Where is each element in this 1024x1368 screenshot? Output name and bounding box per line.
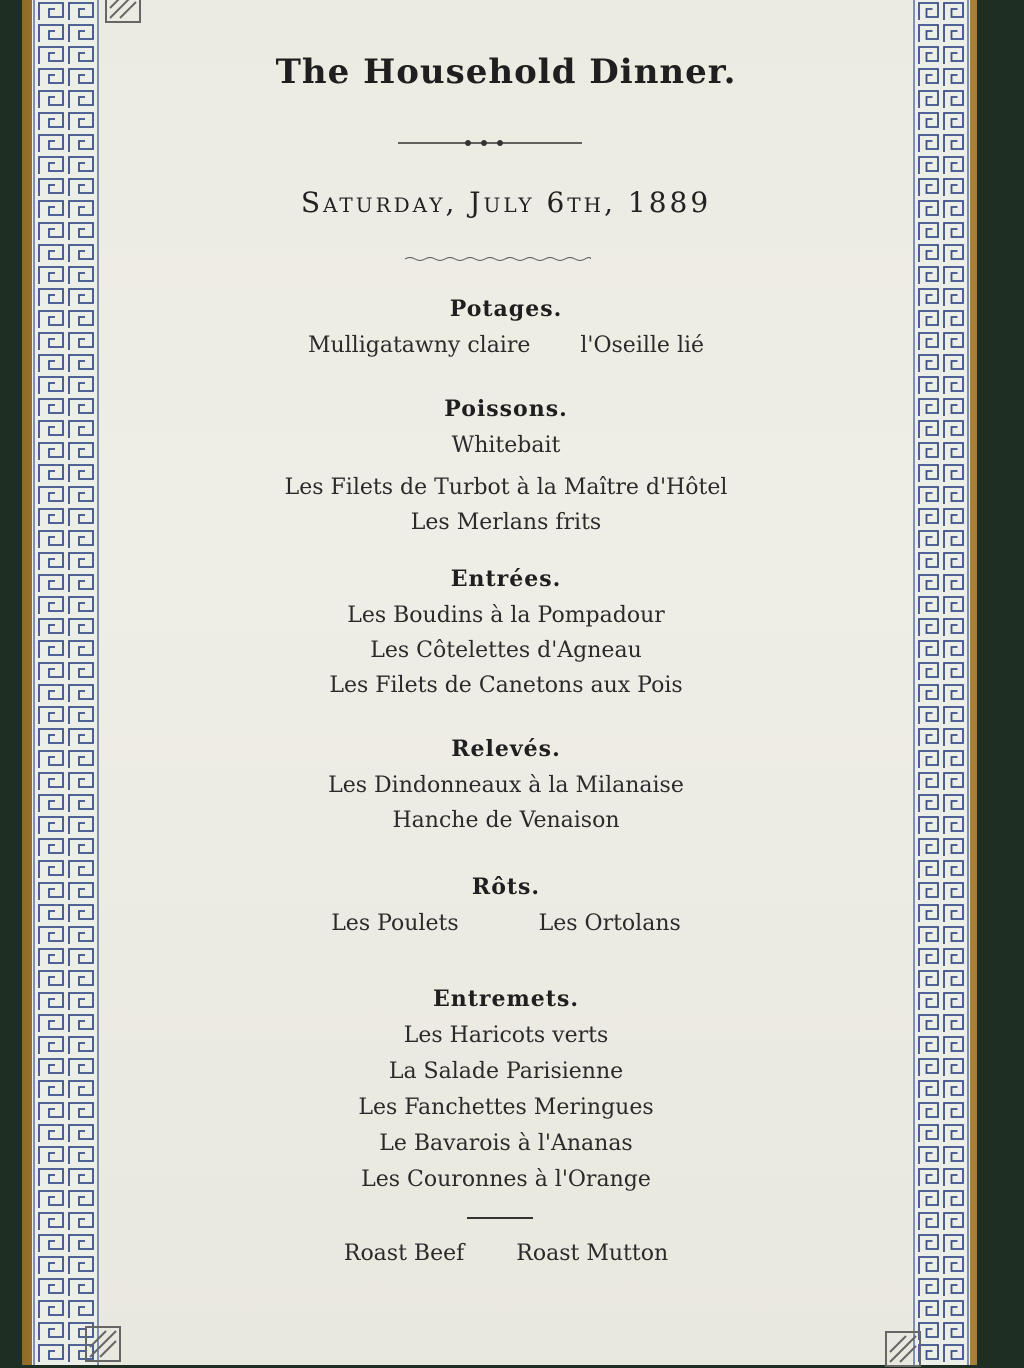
section-entrees [100,566,912,703]
corner-ornament-icon [84,1325,122,1363]
menu-item: Les Dindonneaux à la Milanaise [328,773,684,798]
greek-key-border-right [912,0,970,1365]
menu-item: Les Filets de Canetons aux Pois [329,673,683,698]
wavy-divider-icon [405,256,591,262]
menu-item: Les Fanchettes Meringues [358,1095,654,1120]
menu-title: The Household Dinner. [275,52,737,92]
menu-item: Mulligatawny claire [307,333,531,358]
menu-item: Les Boudins à la Pompadour [347,603,665,628]
section-rots [100,874,912,941]
menu-item: Le Bavarois à l'Ananas [379,1131,633,1156]
section-heading: Rôts. [471,874,541,900]
short-divider [467,1217,533,1219]
section-entremets [100,986,912,1198]
menu-card [100,0,912,1365]
menu-item: Les Côtelettes d'Agneau [370,638,642,663]
section-joints [100,1236,912,1271]
menu-item: Roast Mutton [516,1241,669,1266]
menu-item: Les Ortolans [538,911,681,936]
section-heading: Entremets. [433,986,579,1012]
section-heading: Poissons. [444,396,568,422]
menu-date: Saturday, July 6th, 1889 [300,186,712,219]
menu-item: Roast Beef [343,1241,465,1266]
menu-item: Les Merlans frits [410,510,602,535]
menu-item: Les Filets de Turbot à la Maître d'Hôtel [284,475,728,500]
section-poissons [100,396,912,540]
menu-item: Les Haricots verts [403,1023,609,1048]
corner-ornament-icon [884,1330,922,1368]
menu-item: l'Oseille lié [580,333,705,358]
section-heading: Potages. [449,296,563,322]
section-potages [100,296,912,363]
greek-key-border-left [32,0,100,1365]
menu-item: Whitebait [451,433,561,458]
menu-item: La Salade Parisienne [388,1059,624,1084]
menu-item: Les Poulets [331,911,459,936]
corner-ornament-icon [104,0,142,24]
menu-item: Les Couronnes à l'Orange [361,1167,651,1192]
menu-item: Hanche de Venaison [392,808,620,833]
divider-ornament-icon [398,136,582,150]
section-heading: Relevés. [451,736,561,762]
section-heading: Entrées. [450,566,562,592]
section-releves [100,736,912,838]
